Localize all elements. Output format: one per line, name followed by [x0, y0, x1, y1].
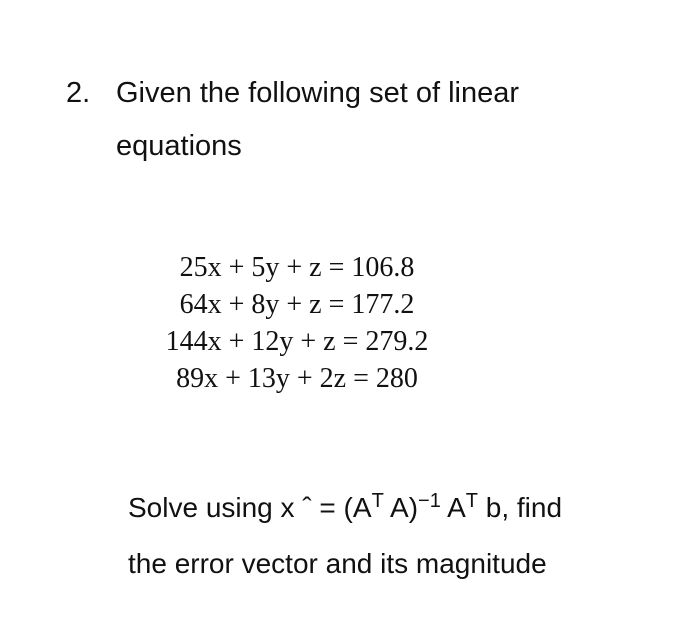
- instruction-text-end: b, find: [477, 492, 563, 523]
- equation-system: [132, 249, 462, 397]
- instruction-line-1: [128, 491, 562, 528]
- equation-1: 25x + 5y + z = 106.8: [179, 252, 415, 283]
- equation-4: 89x + 13y + 2z = 280: [176, 363, 418, 394]
- inverse-superscript: −1: [418, 490, 441, 512]
- transpose-superscript-1: T: [371, 490, 384, 512]
- instruction-text-start: Solve using x ˆ = (A: [128, 492, 372, 523]
- problem-number: 2.: [66, 77, 91, 109]
- problem-intro-line-1: Given the following set of linear: [116, 77, 519, 109]
- instruction-text-matrix: A: [440, 492, 466, 523]
- instruction-line-2: the error vector and its magnitude: [128, 548, 547, 579]
- transpose-superscript-2: T: [465, 490, 478, 512]
- instruction-text-middle: A): [383, 492, 419, 523]
- problem-intro-line-2: equations: [116, 130, 242, 162]
- equation-2: 64x + 8y + z = 177.2: [179, 289, 415, 320]
- equation-3: 144x + 12y + z = 279.2: [165, 326, 429, 357]
